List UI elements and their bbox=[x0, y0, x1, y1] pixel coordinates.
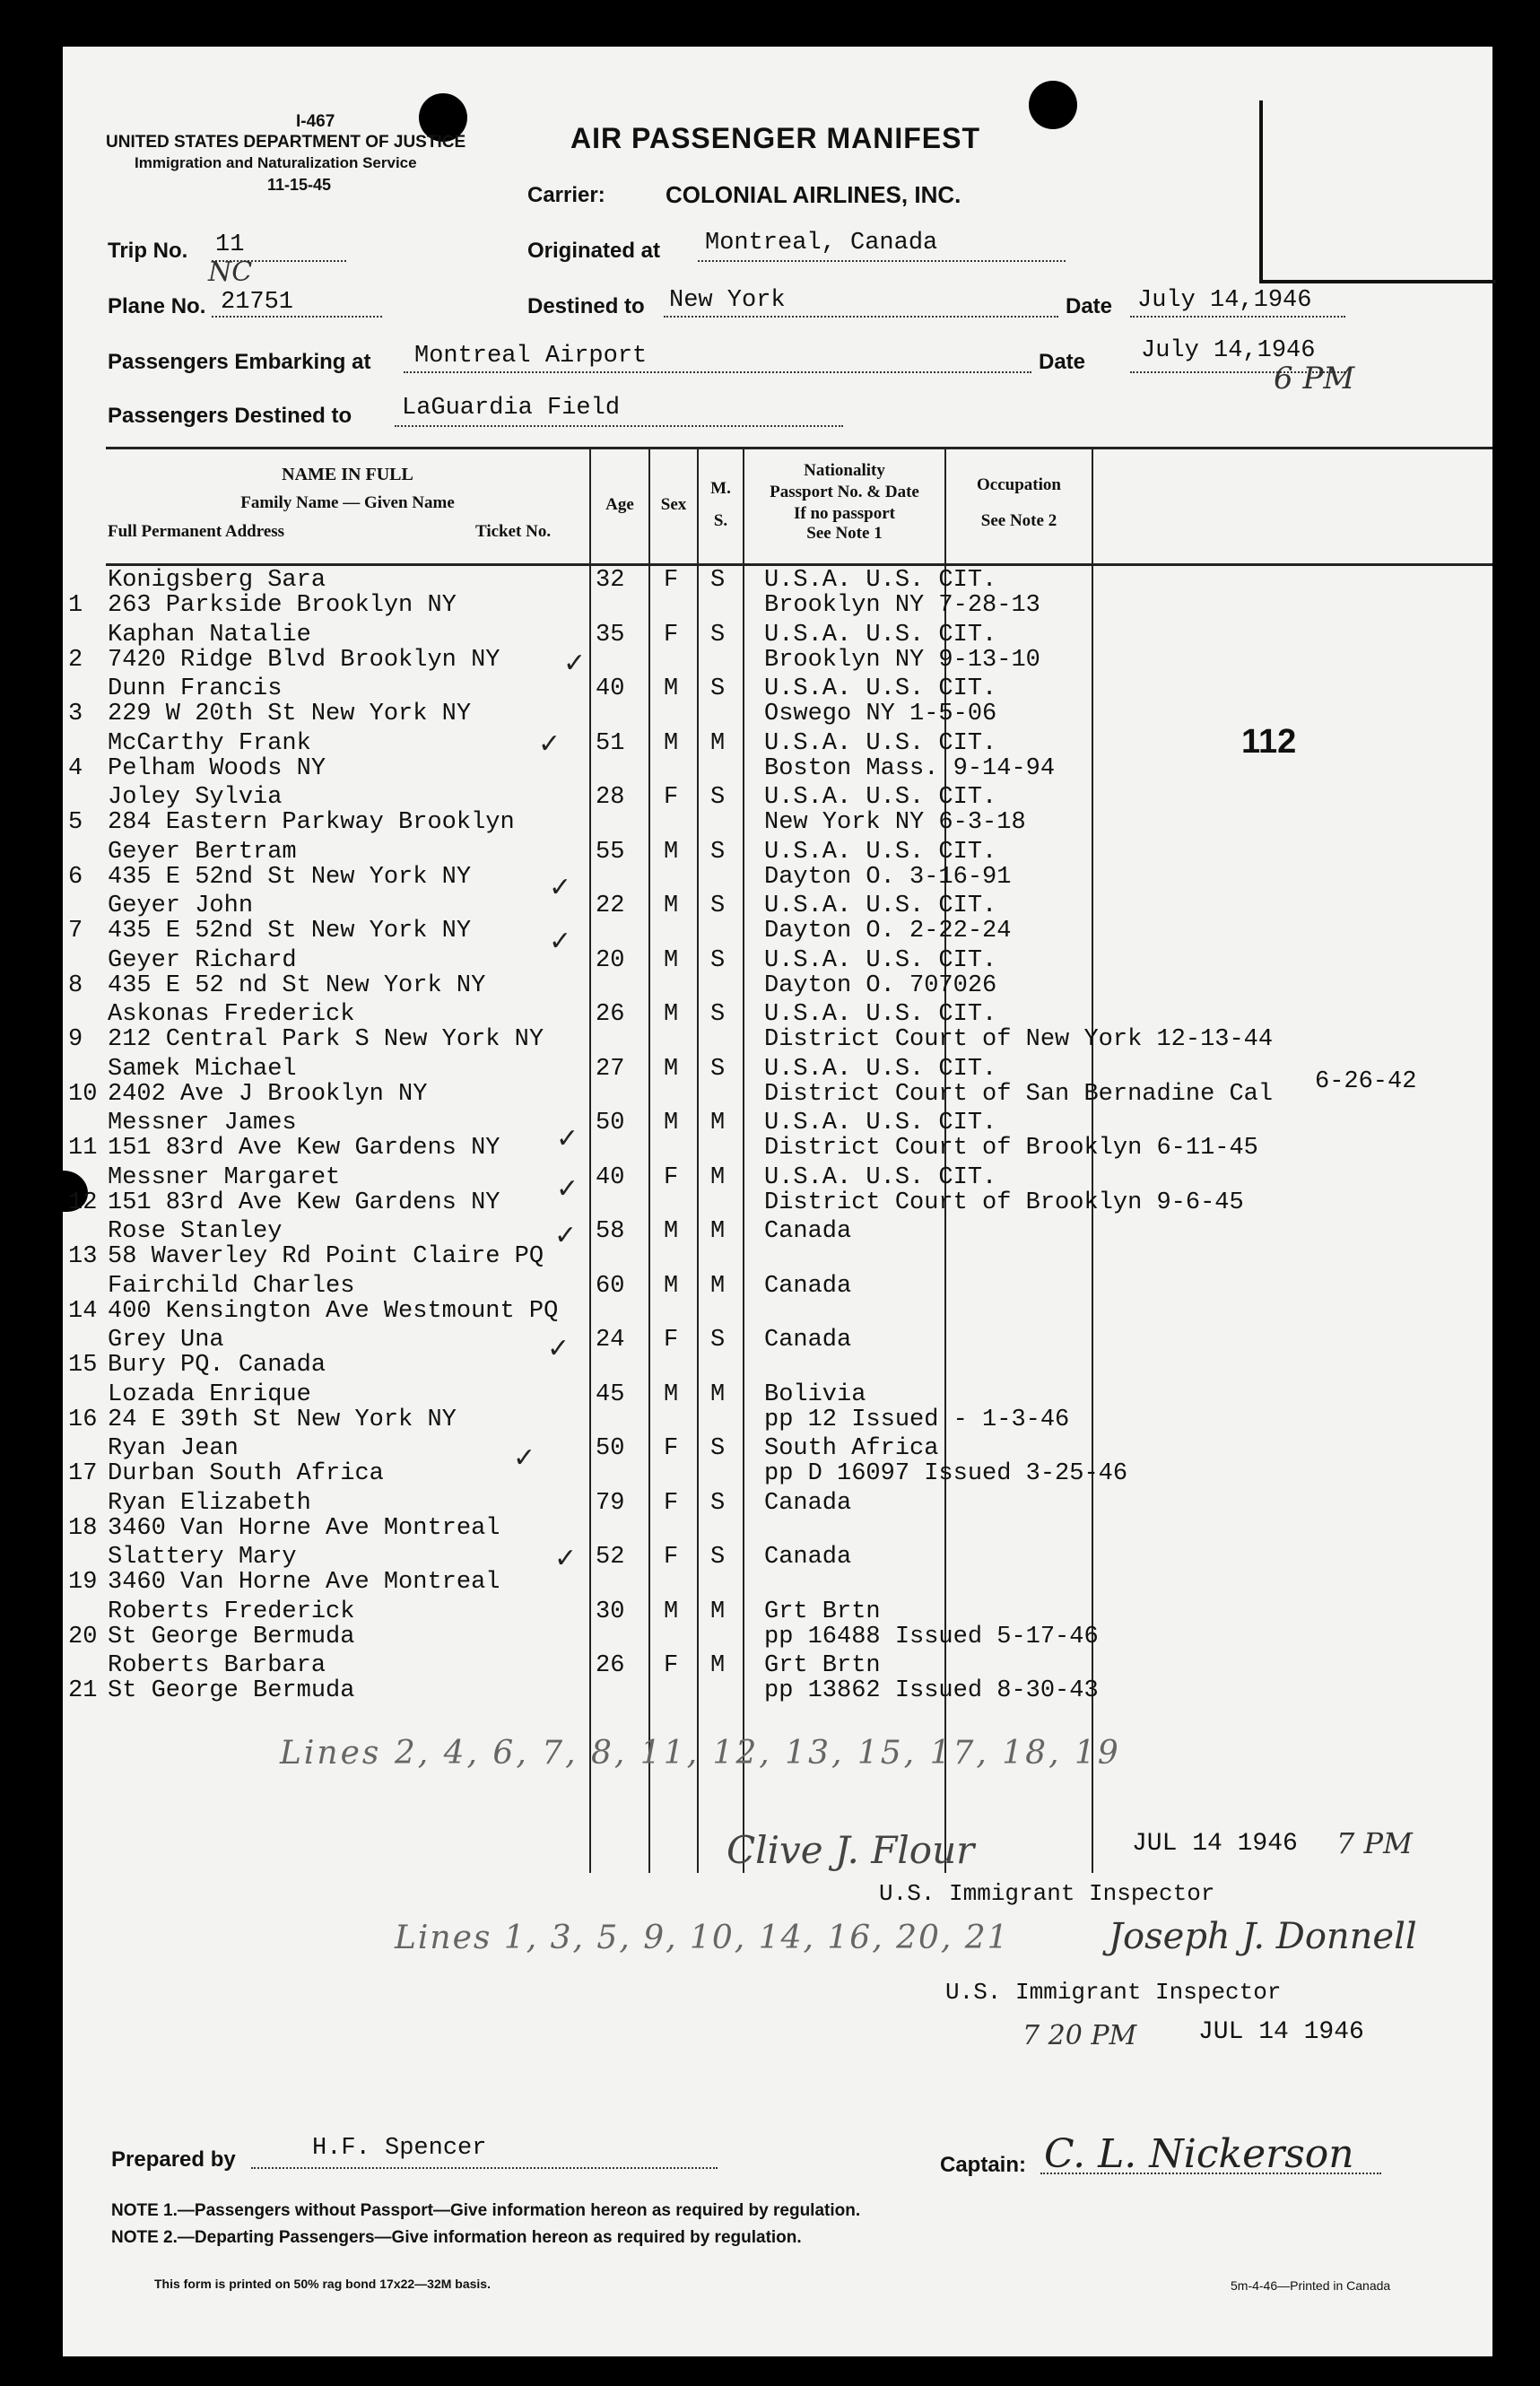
check-mark: ✓ bbox=[547, 1333, 570, 1364]
passenger-passport: Brooklyn NY 9-13-10 bbox=[764, 646, 1040, 674]
passenger-nationality: U.S.A. U.S. CIT. bbox=[764, 675, 997, 702]
line-number: 10 bbox=[68, 1080, 98, 1108]
passenger-sex: F bbox=[664, 1652, 679, 1679]
embark-date-label: Date bbox=[1039, 350, 1086, 374]
carrier-value: COLONIAL AIRLINES, INC. bbox=[666, 181, 961, 208]
col-name-title: NAME IN FULL bbox=[282, 465, 413, 484]
punch-hole-right bbox=[1029, 81, 1077, 129]
passenger-nationality: U.S.A. U.S. CIT. bbox=[764, 784, 997, 811]
department-name: UNITED STATES DEPARTMENT OF JUSTICE bbox=[106, 133, 466, 152]
prepared-label: Prepared by bbox=[111, 2147, 236, 2172]
stamp-time-2: 7 20 PM bbox=[1022, 2020, 1137, 2051]
plane-value: 21751 bbox=[221, 289, 294, 316]
passenger-name: Messner James bbox=[108, 1110, 297, 1136]
passenger-age: 60 bbox=[596, 1272, 625, 1300]
passenger-sex: M bbox=[664, 946, 679, 974]
passenger-address: Pelham Woods NY bbox=[108, 754, 326, 782]
col-nat-2: Passport No. & Date bbox=[770, 483, 919, 501]
passenger-passport-date: 6-26-42 bbox=[1315, 1067, 1417, 1095]
form-title: AIR PASSENGER MANIFEST bbox=[570, 122, 980, 154]
passenger-age: 50 bbox=[596, 1110, 625, 1136]
col-ticket: Ticket No. bbox=[475, 522, 552, 541]
passenger-marital: S bbox=[710, 567, 726, 594]
col-nat-1: Nationality bbox=[804, 461, 885, 480]
passenger-name: Geyer Bertram bbox=[108, 838, 297, 866]
passenger-nationality: Canada bbox=[764, 1489, 852, 1517]
passenger-sex: M bbox=[664, 1110, 679, 1136]
passenger-marital: M bbox=[710, 1598, 726, 1625]
inspector-title-1: U.S. Immigrant Inspector bbox=[879, 1880, 1215, 1907]
passenger-address: St George Bermuda bbox=[108, 1677, 355, 1704]
passenger-nationality: U.S.A. U.S. CIT. bbox=[764, 1055, 997, 1083]
check-mark: ✓ bbox=[554, 1543, 578, 1574]
check-mark: ✓ bbox=[513, 1442, 536, 1474]
check-mark: ✓ bbox=[538, 728, 561, 760]
passenger-address: 212 Central Park S New York NY bbox=[108, 1026, 544, 1053]
passenger-passport: pp D 16097 Issued 3-25-46 bbox=[764, 1460, 1128, 1487]
passenger-marital: M bbox=[710, 1652, 726, 1679]
passenger-age: 20 bbox=[596, 946, 625, 974]
passenger-nationality: U.S.A. U.S. CIT. bbox=[764, 946, 997, 974]
col-name-sub: Family Name — Given Name bbox=[240, 493, 455, 512]
destination-value: LaGuardia Field bbox=[402, 395, 621, 422]
passenger-passport: Dayton O. 3-16-91 bbox=[764, 863, 1012, 891]
passenger-sex: M bbox=[664, 1001, 679, 1028]
passenger-nationality: Grt Brtn bbox=[764, 1598, 881, 1625]
col-sex: Sex bbox=[660, 495, 687, 514]
passenger-passport: District Court of Brooklyn 9-6-45 bbox=[764, 1189, 1244, 1216]
passenger-name: Ryan Jean bbox=[108, 1435, 239, 1462]
passenger-address: 2402 Ave J Brooklyn NY bbox=[108, 1080, 428, 1108]
passenger-name: Slattery Mary bbox=[108, 1544, 297, 1571]
line-number: 5 bbox=[68, 809, 83, 836]
passenger-name: Messner Margaret bbox=[108, 1163, 341, 1191]
passenger-age: 26 bbox=[596, 1001, 625, 1028]
passenger-marital: M bbox=[710, 1380, 726, 1408]
passenger-nationality: Canada bbox=[764, 1218, 852, 1245]
passenger-address: St George Bermuda bbox=[108, 1623, 355, 1650]
line-number: 9 bbox=[68, 1026, 83, 1053]
passenger-name: Roberts Frederick bbox=[108, 1598, 355, 1625]
passenger-address: 284 Eastern Parkway Brooklyn bbox=[108, 809, 515, 836]
col-address: Full Permanent Address bbox=[108, 522, 285, 541]
passenger-passport: Oswego NY 1-5-06 bbox=[764, 701, 997, 727]
inspector-title-2: U.S. Immigrant Inspector bbox=[945, 1979, 1282, 2006]
passenger-marital: S bbox=[710, 1055, 726, 1083]
embark-value: Montreal Airport bbox=[414, 343, 648, 370]
passenger-nationality: U.S.A. U.S. CIT. bbox=[764, 893, 997, 919]
line-number: 17 bbox=[68, 1460, 98, 1487]
passenger-sex: M bbox=[664, 675, 679, 702]
passenger-name: Rose Stanley bbox=[108, 1218, 283, 1245]
passenger-age: 24 bbox=[596, 1327, 625, 1354]
line-number: 21 bbox=[68, 1677, 98, 1704]
passenger-name: Roberts Barbara bbox=[108, 1652, 326, 1679]
line-number: 13 bbox=[68, 1243, 98, 1270]
passenger-age: 51 bbox=[596, 729, 625, 757]
passenger-age: 40 bbox=[596, 675, 625, 702]
passenger-marital: S bbox=[710, 621, 726, 649]
col-age: Age bbox=[605, 495, 634, 514]
passenger-sex: M bbox=[664, 893, 679, 919]
trip-value: 11 bbox=[215, 231, 245, 258]
passenger-name: Konigsberg Sara bbox=[108, 567, 326, 594]
corner-mark bbox=[1259, 100, 1496, 283]
trip-label: Trip No. bbox=[108, 239, 188, 263]
print-code: 5m-4-46—Printed in Canada bbox=[1231, 2278, 1391, 2293]
col-ms-2: S. bbox=[713, 511, 728, 530]
col-nat-3: If no passport bbox=[794, 504, 895, 523]
captain-signature: C. L. Nickerson bbox=[1044, 2131, 1354, 2177]
form-number: I-467 bbox=[296, 112, 335, 131]
table-header-rule bbox=[106, 563, 1492, 566]
passenger-age: 55 bbox=[596, 838, 625, 866]
passenger-sex: M bbox=[664, 1055, 679, 1083]
passenger-age: 58 bbox=[596, 1218, 625, 1245]
embark-label: Passengers Embarking at bbox=[108, 350, 371, 374]
check-mark: ✓ bbox=[563, 648, 587, 679]
date-value: July 14,1946 bbox=[1137, 287, 1312, 314]
line-number: 11 bbox=[68, 1135, 98, 1162]
passenger-passport: Boston Mass. 9-14-94 bbox=[764, 754, 1056, 782]
passenger-sex: F bbox=[664, 784, 679, 811]
passenger-sex: F bbox=[664, 1327, 679, 1354]
passenger-address: 263 Parkside Brooklyn NY bbox=[108, 592, 457, 619]
passenger-sex: F bbox=[664, 567, 679, 594]
passenger-marital: S bbox=[710, 946, 726, 974]
embark-date-value: July 14,1946 bbox=[1141, 337, 1316, 364]
passenger-marital: S bbox=[710, 675, 726, 702]
plane-label: Plane No. bbox=[108, 294, 206, 318]
passenger-sex: F bbox=[664, 1544, 679, 1571]
passenger-sex: F bbox=[664, 621, 679, 649]
line-number: 20 bbox=[68, 1623, 98, 1650]
passenger-nationality: U.S.A. U.S. CIT. bbox=[764, 1110, 997, 1136]
passenger-marital: M bbox=[710, 729, 726, 757]
originated-label: Originated at bbox=[527, 239, 661, 263]
passenger-sex: F bbox=[664, 1163, 679, 1191]
note-1: NOTE 1.—Passengers without Passport—Give information hereon as required by regulation. bbox=[111, 2201, 861, 2220]
inspected-lines-1: Lines 2, 4, 6, 7, 8, 11, 12, 13, 15, 17, 18, 19 bbox=[280, 1735, 1121, 1772]
print-note: This form is printed on 50% rag bond 17x22—32M basis. bbox=[154, 2277, 491, 2291]
passenger-nationality: Bolivia bbox=[764, 1380, 866, 1408]
passenger-age: 28 bbox=[596, 784, 625, 811]
passenger-passport: pp 13862 Issued 8-30-43 bbox=[764, 1677, 1099, 1704]
passenger-age: 45 bbox=[596, 1380, 625, 1408]
passenger-age: 50 bbox=[596, 1435, 625, 1462]
line-number: 3 bbox=[68, 701, 83, 727]
line-number: 19 bbox=[68, 1569, 98, 1596]
passenger-age: 52 bbox=[596, 1544, 625, 1571]
passenger-age: 32 bbox=[596, 567, 625, 594]
passenger-address: 151 83rd Ave Kew Gardens NY bbox=[108, 1135, 500, 1162]
col-nat-4: See Note 1 bbox=[806, 524, 883, 543]
passenger-name: Joley Sylvia bbox=[108, 784, 283, 811]
passenger-marital: S bbox=[710, 1435, 726, 1462]
passenger-passport: Dayton O. 707026 bbox=[764, 971, 997, 999]
passenger-passport: District Court of New York 12-13-44 bbox=[764, 1026, 1274, 1053]
table-top-rule bbox=[106, 447, 1492, 449]
captain-label: Captain: bbox=[940, 2153, 1026, 2177]
passenger-marital: S bbox=[710, 784, 726, 811]
passenger-nationality: U.S.A. U.S. CIT. bbox=[764, 567, 997, 594]
passenger-passport: pp 12 Issued - 1-3-46 bbox=[764, 1406, 1070, 1433]
col-ms-1: M. bbox=[710, 479, 731, 498]
passenger-sex: M bbox=[664, 838, 679, 866]
service-name: Immigration and Naturalization Service bbox=[135, 154, 417, 171]
embark-time: 6 PM bbox=[1274, 361, 1355, 396]
passenger-nationality: Canada bbox=[764, 1272, 852, 1300]
line-number: 2 bbox=[68, 646, 83, 674]
destined-value: New York bbox=[669, 287, 786, 314]
passenger-name: Fairchild Charles bbox=[108, 1272, 355, 1300]
passenger-age: 40 bbox=[596, 1163, 625, 1191]
passenger-age: 26 bbox=[596, 1652, 625, 1679]
passenger-sex: M bbox=[664, 1380, 679, 1408]
passenger-passport: District Court of Brooklyn 6-11-45 bbox=[764, 1135, 1258, 1162]
passenger-marital: S bbox=[710, 1327, 726, 1354]
check-mark: ✓ bbox=[556, 1123, 579, 1154]
passenger-sex: M bbox=[664, 1218, 679, 1245]
passenger-nationality: U.S.A. U.S. CIT. bbox=[764, 1001, 997, 1028]
passenger-passport: District Court of San Bernadine Cal bbox=[764, 1080, 1274, 1108]
destined-label: Destined to bbox=[527, 294, 645, 318]
line-number: 15 bbox=[68, 1352, 98, 1379]
check-mark: ✓ bbox=[554, 1220, 578, 1251]
form-date: 11-15-45 bbox=[267, 176, 332, 194]
line-number: 12 bbox=[68, 1189, 98, 1216]
carrier-label: Carrier: bbox=[527, 183, 605, 207]
passenger-name: Ryan Elizabeth bbox=[108, 1489, 311, 1517]
destination-label: Passengers Destined to bbox=[108, 404, 352, 428]
passenger-marital: M bbox=[710, 1110, 726, 1136]
passenger-name: Lozada Enrique bbox=[108, 1380, 311, 1408]
passenger-name: Askonas Frederick bbox=[108, 1001, 355, 1028]
passenger-sex: M bbox=[664, 1598, 679, 1625]
passenger-sex: M bbox=[664, 729, 679, 757]
inspector-signature-2: Joseph J. Donnell bbox=[1109, 1916, 1417, 1957]
check-mark: ✓ bbox=[549, 872, 572, 903]
line-number: 16 bbox=[68, 1406, 98, 1433]
margin-number: 112 bbox=[1241, 723, 1297, 761]
passenger-address: 24 E 39th St New York NY bbox=[108, 1406, 457, 1433]
passenger-nationality: Grt Brtn bbox=[764, 1652, 881, 1679]
line-number: 8 bbox=[68, 971, 83, 999]
passenger-address: 3460 Van Horne Ave Montreal bbox=[108, 1569, 500, 1596]
passenger-nationality: U.S.A. U.S. CIT. bbox=[764, 1163, 997, 1191]
passenger-age: 22 bbox=[596, 893, 625, 919]
passenger-name: McCarthy Frank bbox=[108, 729, 311, 757]
check-mark: ✓ bbox=[556, 1173, 579, 1205]
passenger-age: 79 bbox=[596, 1489, 625, 1517]
passenger-name: Samek Michael bbox=[108, 1055, 297, 1083]
passenger-address: 400 Kensington Ave Westmount PQ bbox=[108, 1297, 559, 1325]
prepared-value: H.F. Spencer bbox=[312, 2135, 487, 2162]
line-number: 4 bbox=[68, 754, 83, 782]
passenger-nationality: South Africa bbox=[764, 1435, 939, 1462]
passenger-address: 151 83rd Ave Kew Gardens NY bbox=[108, 1189, 500, 1216]
col-occupation-note: See Note 2 bbox=[980, 511, 1057, 530]
line-number: 18 bbox=[68, 1514, 98, 1542]
passenger-nationality: U.S.A. U.S. CIT. bbox=[764, 838, 997, 866]
passenger-marital: S bbox=[710, 1489, 726, 1517]
line-number: 1 bbox=[68, 592, 83, 619]
passenger-marital: M bbox=[710, 1163, 726, 1191]
check-mark: ✓ bbox=[549, 926, 572, 957]
line-number: 6 bbox=[68, 863, 83, 891]
inspector-signature-1: Clive J. Flour bbox=[726, 1828, 975, 1872]
passenger-address: 229 W 20th St New York NY bbox=[108, 701, 472, 727]
passenger-name: Dunn Francis bbox=[108, 675, 283, 702]
passenger-age: 30 bbox=[596, 1598, 625, 1625]
stamp-date-2: JUL 14 1946 bbox=[1198, 2018, 1364, 2046]
passenger-name: Kaphan Natalie bbox=[108, 621, 311, 649]
passenger-marital: S bbox=[710, 893, 726, 919]
stamp-time-1: 7 PM bbox=[1336, 1826, 1413, 1860]
passenger-marital: S bbox=[710, 838, 726, 866]
passenger-address: 7420 Ridge Blvd Brooklyn NY bbox=[108, 646, 500, 674]
originated-value: Montreal, Canada bbox=[705, 230, 938, 257]
inspected-lines-2: Lines 1, 3, 5, 9, 10, 14, 16, 20, 21 bbox=[395, 1920, 1010, 1956]
passenger-address: 435 E 52nd St New York NY bbox=[108, 863, 472, 891]
passenger-passport: Dayton O. 2-22-24 bbox=[764, 918, 1012, 945]
passenger-nationality: U.S.A. U.S. CIT. bbox=[764, 729, 997, 757]
passenger-sex: M bbox=[664, 1272, 679, 1300]
passenger-passport: Brooklyn NY 7-28-13 bbox=[764, 592, 1040, 619]
passenger-name: Geyer Richard bbox=[108, 946, 297, 974]
passenger-address: 435 E 52 nd St New York NY bbox=[108, 971, 486, 999]
passenger-age: 27 bbox=[596, 1055, 625, 1083]
passenger-address: Bury PQ. Canada bbox=[108, 1352, 326, 1379]
stamp-date-1: JUL 14 1946 bbox=[1132, 1830, 1298, 1858]
passenger-age: 35 bbox=[596, 621, 625, 649]
passenger-address: Durban South Africa bbox=[108, 1460, 384, 1487]
passenger-sex: F bbox=[664, 1489, 679, 1517]
passenger-name: Geyer John bbox=[108, 893, 254, 919]
passenger-address: 58 Waverley Rd Point Claire PQ bbox=[108, 1243, 544, 1270]
plane-prefix: NC bbox=[208, 257, 253, 288]
passenger-address: 435 E 52nd St New York NY bbox=[108, 918, 472, 945]
passenger-nationality: Canada bbox=[764, 1327, 852, 1354]
line-number: 14 bbox=[68, 1297, 98, 1325]
passenger-passport: New York NY 6-3-18 bbox=[764, 809, 1026, 836]
passenger-marital: S bbox=[710, 1544, 726, 1571]
col-occupation: Occupation bbox=[977, 475, 1061, 494]
passenger-marital: M bbox=[710, 1272, 726, 1300]
passenger-marital: S bbox=[710, 1001, 726, 1028]
passenger-address: 3460 Van Horne Ave Montreal bbox=[108, 1514, 500, 1542]
passenger-nationality: U.S.A. U.S. CIT. bbox=[764, 621, 997, 649]
passenger-nationality: Canada bbox=[764, 1544, 852, 1571]
note-2: NOTE 2.—Departing Passengers—Give information hereon as required by regulation. bbox=[111, 2228, 802, 2247]
passenger-marital: M bbox=[710, 1218, 726, 1245]
passenger-passport: pp 16488 Issued 5-17-46 bbox=[764, 1623, 1099, 1650]
line-number: 7 bbox=[68, 918, 83, 945]
passenger-sex: F bbox=[664, 1435, 679, 1462]
passenger-name: Grey Una bbox=[108, 1327, 224, 1354]
date-label: Date bbox=[1066, 294, 1113, 318]
